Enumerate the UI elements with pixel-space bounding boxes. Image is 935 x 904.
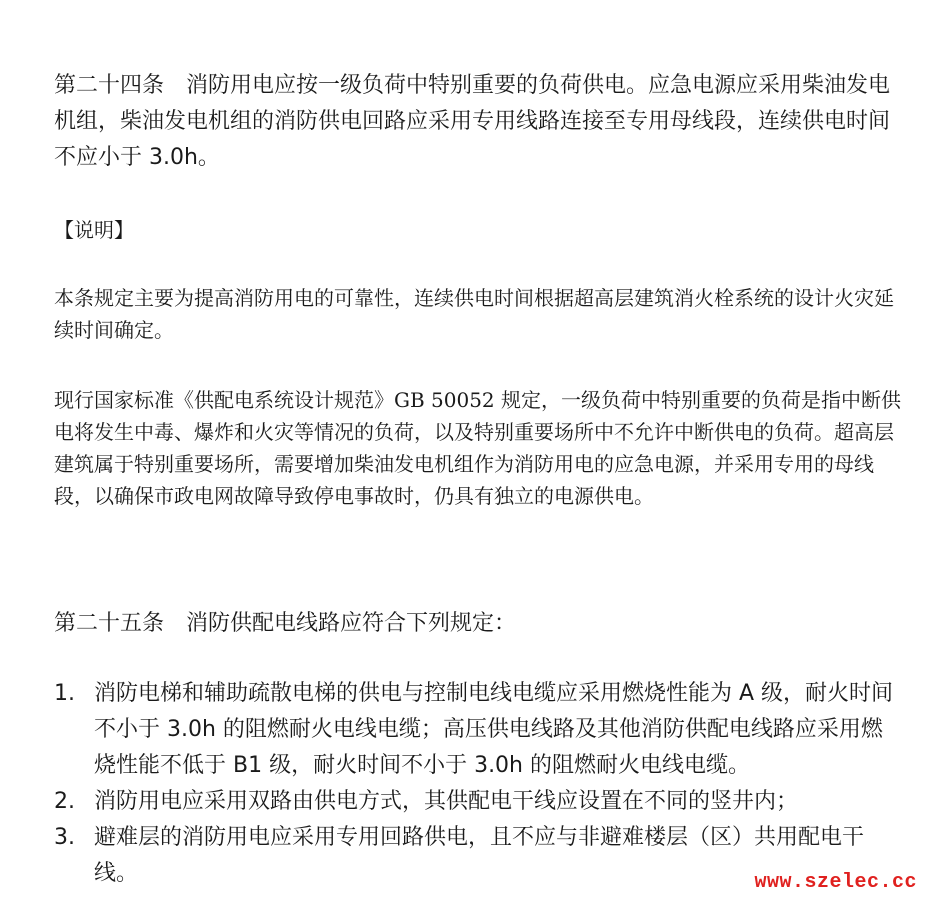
note-paragraph-1: 本条规定主要为提高消防用电的可靠性，连续供电时间根据超高层建筑消火栓系统的设计火灾延续时间确定。 (54, 286, 894, 342)
list-item-text: 消防用电应采用双路由供电方式，其供配电干线应设置在不同的竖井内； (94, 789, 799, 814)
list-item-number: 2. (54, 789, 75, 814)
article-25-heading: 第二十五条 消防供配电线路应符合下列规定： (54, 611, 517, 636)
list-item-text: 避难层的消防用电应采用专用回路供电，且不应与非避难楼层（区）共用配电干线。 (94, 825, 865, 886)
article-25-list (54, 676, 902, 892)
list-item-text: 消防电梯和辅助疏散电梯的供电与控制电线电缆应采用燃烧性能为 A 级，耐火时间不小于 3.0h 的阻燃耐火电线电缆；高压供电线路及其他消防供配电线路应采用燃烧性能不低于 B1 级，耐火时间不小于 3.0h 的阻燃耐火电线电缆。 (94, 681, 894, 778)
list-item-number: 3. (54, 825, 75, 850)
list-item-number: 1. (54, 681, 75, 706)
article-24: 第二十四条 消防用电应按一级负荷中特别重要的负荷供电。应急电源应采用柴油发电机组，柴油发电机组的消防供电回路应采用专用线路连接至专用母线段，连续供电时间不应小于 3.0h。 (54, 73, 891, 170)
list-item (54, 676, 902, 784)
note-heading: 【说明】 (54, 218, 134, 242)
watermark: www.szelec.cc (754, 871, 917, 894)
note-paragraph-2: 现行国家标准《供配电系统设计规范》GB 50052 规定，一级负荷中特别重要的负荷是指中断供电将发生中毒、爆炸和火灾等情况的负荷，以及特别重要场所中不允许中断供电的负荷。超高层建筑属于特别重要场所，需要增加柴油发电机组作为消防用电的应急电源，并采用专用的母线段，以确保市政电网故障导致停电事故时，仍具有独立的电源供电。 (54, 388, 902, 508)
list-item (54, 784, 902, 820)
